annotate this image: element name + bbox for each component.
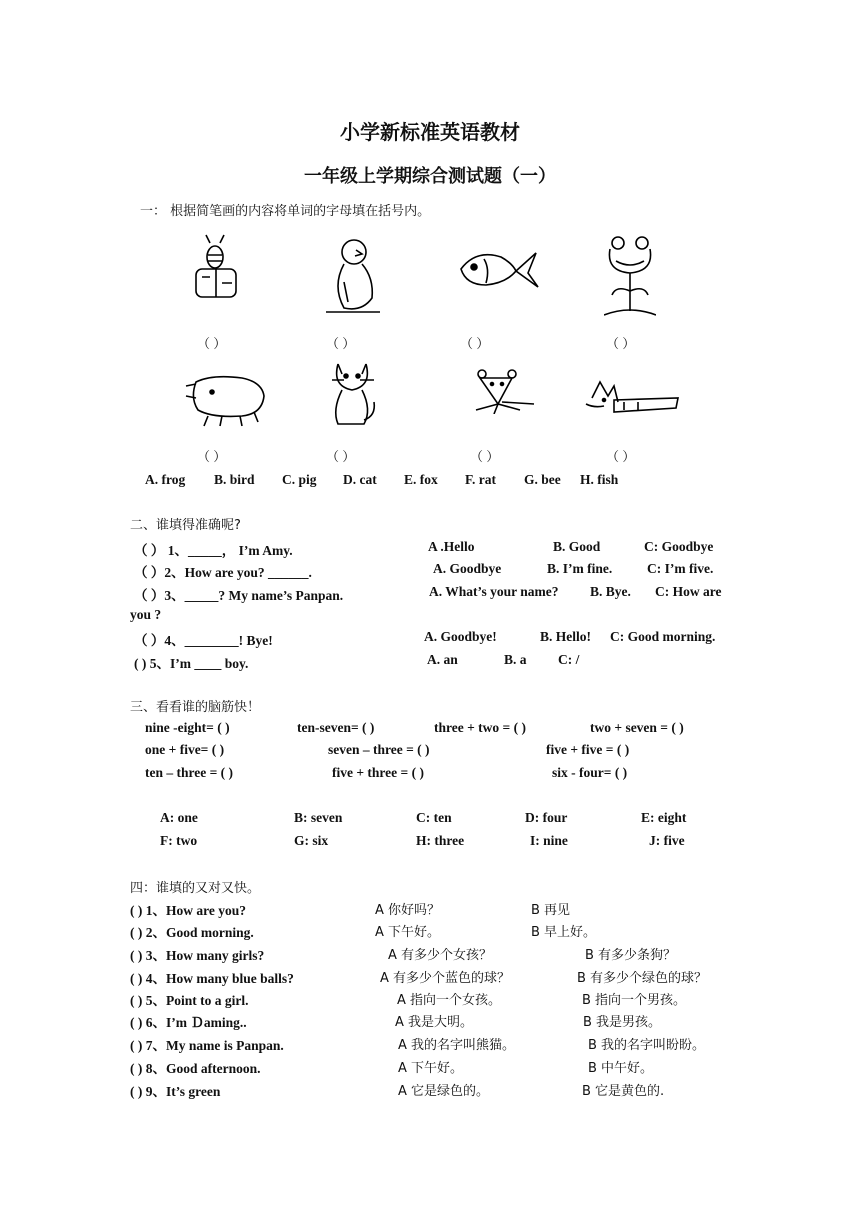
question: ( ) 9、It’s green xyxy=(130,1084,221,1099)
choice-a: A 下午好。 xyxy=(375,925,441,940)
section2-heading: 二、谁填得准确呢? xyxy=(130,518,241,533)
question: （ ）4、________! Bye! xyxy=(134,633,273,648)
answer-blank[interactable]: （ ） xyxy=(197,449,227,464)
choice-a: A 我的名字叫熊猫。 xyxy=(398,1038,516,1053)
equation: five + three = ( ) xyxy=(332,765,424,780)
equation: two + seven = ( ) xyxy=(590,720,684,735)
choice-b: B 我的名字叫盼盼。 xyxy=(588,1038,706,1053)
equation: ten – three = ( ) xyxy=(145,765,234,780)
number-choice: B: seven xyxy=(294,810,343,825)
page-title: 小学新标准英语教材 xyxy=(340,120,520,144)
answer-blank[interactable]: （ ） xyxy=(326,449,356,464)
choice-b: B 我是男孩。 xyxy=(583,1015,662,1030)
choice-a: A. Goodbye! xyxy=(424,629,497,644)
number-choice: C: ten xyxy=(416,810,452,825)
question: ( ) 3、How many girls? xyxy=(130,948,265,963)
choice-c: C: / xyxy=(558,652,580,667)
option: B. bird xyxy=(214,472,255,487)
choice-b: B. Good xyxy=(553,539,601,554)
option: G. bee xyxy=(524,472,561,487)
section3-heading: 三、看看谁的脑筋快！ xyxy=(130,700,261,715)
frog-drawing xyxy=(604,235,656,320)
bird-drawing xyxy=(322,236,382,316)
choice-a: A 有多少个蓝色的球？ xyxy=(380,971,511,986)
question: ( ) 7、My name is Panpan. xyxy=(130,1038,284,1053)
question: ( ) 6、I’m Ｄaming.. xyxy=(130,1015,247,1030)
equation: one + five= ( ) xyxy=(145,742,225,757)
section4-heading: 四：谁填的又对又快。 xyxy=(130,881,261,896)
number-choice: I: nine xyxy=(530,833,568,848)
number-choice: G: six xyxy=(294,833,329,848)
question-continued: you ? xyxy=(130,607,162,622)
equation: seven – three = ( ) xyxy=(328,742,430,757)
question: ( ) 5、I’m ____ boy. xyxy=(134,656,249,671)
question: ( ) 1、How are you? xyxy=(130,903,246,918)
equation: three + two = ( ) xyxy=(434,720,526,735)
answer-blank[interactable]: （ ） xyxy=(460,336,490,351)
choice-b: B 再见 xyxy=(531,903,571,918)
fish-drawing xyxy=(456,245,541,295)
answer-blank[interactable]: （ ） xyxy=(470,449,500,464)
equation: six - four= ( ) xyxy=(552,765,628,780)
section1-heading: 一： 根据简笔画的内容将单词的字母填在括号内。 xyxy=(140,204,431,219)
choice-a: A. What’s your name? xyxy=(429,584,559,599)
question: （ ） 1、_____， I’m Amy. xyxy=(134,543,293,558)
option: H. fish xyxy=(580,472,619,487)
number-choice: F: two xyxy=(160,833,198,848)
fox-drawing xyxy=(584,378,680,418)
bee-drawing xyxy=(192,233,242,303)
choice-b: B. Hello! xyxy=(540,629,591,644)
choice-b: B 有多少条狗？ xyxy=(585,948,677,963)
choice-b: B. I’m fine. xyxy=(547,561,613,576)
choice-a: A 有多少个女孩？ xyxy=(388,948,493,963)
choice-b: B 它是黄色的. xyxy=(582,1084,665,1099)
choice-a: A 你好吗？ xyxy=(375,903,441,918)
equation: ten-seven= ( ) xyxy=(297,720,375,735)
question: ( ) 4、How many blue balls? xyxy=(130,971,294,986)
question: ( ) 5、Point to a girl. xyxy=(130,993,249,1008)
option: E. fox xyxy=(404,472,438,487)
choice-b: B. Bye. xyxy=(590,584,631,599)
option: D. cat xyxy=(343,472,377,487)
choice-c: C: Good morning. xyxy=(610,629,716,644)
choice-a: A 我是大明。 xyxy=(395,1015,474,1030)
answer-blank[interactable]: （ ） xyxy=(326,336,356,351)
answer-blank[interactable]: （ ） xyxy=(606,336,636,351)
answer-blank[interactable]: （ ） xyxy=(197,336,227,351)
option: A. frog xyxy=(145,472,186,487)
pig-drawing xyxy=(182,372,272,430)
cat-drawing xyxy=(328,360,380,430)
option: F. rat xyxy=(465,472,496,487)
choice-a: A. Goodbye xyxy=(433,561,502,576)
rat-drawing xyxy=(472,368,536,414)
question: （ ）3、_____? My name’s Panpan. xyxy=(134,588,344,603)
number-choice: J: five xyxy=(649,833,685,848)
choice-b: B 指向一个男孩。 xyxy=(582,993,687,1008)
number-choice: D: four xyxy=(525,810,568,825)
choice-c: C: How are xyxy=(655,584,722,599)
question: （ ）2、How are you? ______. xyxy=(134,565,312,580)
question: ( ) 8、Good afternoon. xyxy=(130,1061,261,1076)
choice-b: B 早上好。 xyxy=(531,925,597,940)
page-subtitle: 一年级上学期综合测试题（一） xyxy=(304,166,556,187)
option: C. pig xyxy=(282,472,317,487)
choice-c: C: I’m five. xyxy=(647,561,714,576)
choice-a: A .Hello xyxy=(428,539,475,554)
choice-a: A 下午好。 xyxy=(398,1061,464,1076)
choice-b: B 有多少个绿色的球？ xyxy=(577,971,708,986)
choice-a: A. an xyxy=(427,652,458,667)
choice-b: B. a xyxy=(504,652,527,667)
choice-a: A 指向一个女孩。 xyxy=(397,993,502,1008)
equation: nine -eight= ( ) xyxy=(145,720,230,735)
choice-b: B 中午好。 xyxy=(588,1061,654,1076)
equation: five + five = ( ) xyxy=(546,742,630,757)
number-choice: A: one xyxy=(160,810,198,825)
number-choice: E: eight xyxy=(641,810,687,825)
choice-a: A 它是绿色的。 xyxy=(398,1084,490,1099)
answer-blank[interactable]: （ ） xyxy=(606,449,636,464)
question: ( ) 2、Good morning. xyxy=(130,925,254,940)
choice-c: C: Goodbye xyxy=(644,539,714,554)
number-choice: H: three xyxy=(416,833,465,848)
